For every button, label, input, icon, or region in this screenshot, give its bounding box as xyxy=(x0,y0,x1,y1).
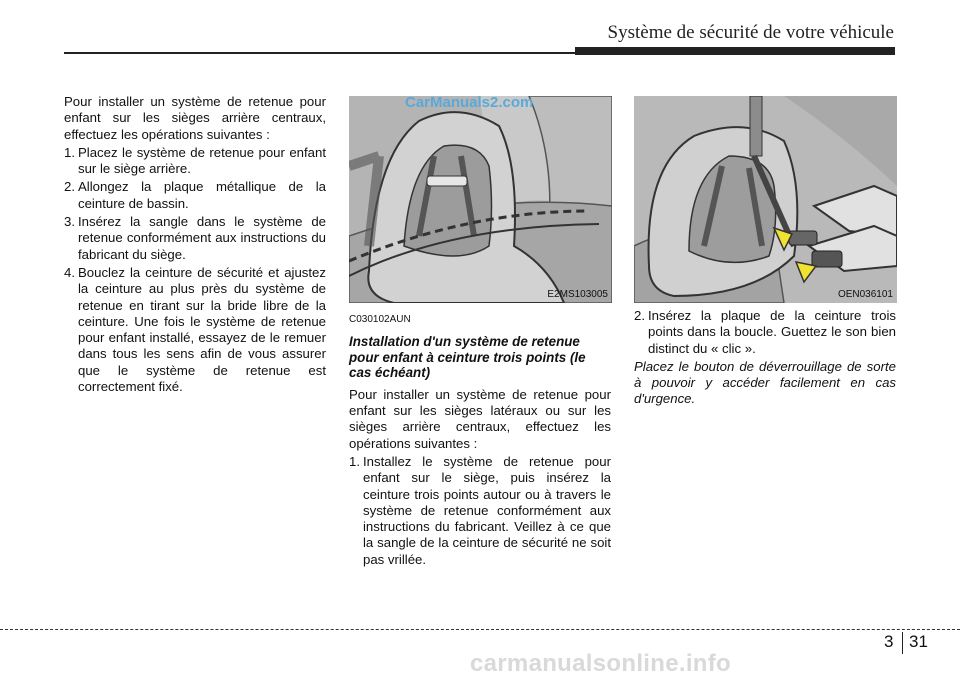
figure-code: E2MS103005 xyxy=(547,289,608,300)
figure-child-seat-center xyxy=(349,96,612,303)
step-number: 2. xyxy=(634,308,645,323)
section-code: C030102AUN xyxy=(349,314,411,325)
step-number: 1. xyxy=(64,144,75,160)
list-item xyxy=(349,454,611,568)
step-text: Placez le système de retenue pour enfant sur le siège arrière. xyxy=(78,144,326,177)
list-item xyxy=(64,145,326,178)
intro-paragraph: Pour installer un système de retenue pour enfant sur les sièges arrière centraux, effectuez les opérations suivantes : xyxy=(64,94,326,142)
step-text: Insérez la sangle dans le système de retenue conformément aux instructions du fabricant du siège. xyxy=(78,214,326,262)
section-heading: Installation d'un système de retenue pour enfant à ceinture trois points (le cas échéant) xyxy=(349,334,586,381)
list-item xyxy=(64,179,326,212)
figure-buckle-insertion xyxy=(634,96,897,303)
step-number: 1. xyxy=(349,453,360,469)
step-number: 2. xyxy=(64,179,75,195)
step-text: Insérez la plaque de la ceinture trois points dans la boucle. Guettez le son bien distinct du « clic ». xyxy=(648,308,896,356)
steps-list xyxy=(634,308,896,357)
step-text: Installez le système de retenue pour enfant sur le siège, puis insérez la ceinture trois points autour ou à travers le système de retenue conformément aux instructions du fabricant. Veillez à ce que la sangle de la ceinture de sécurité ne soit pas vrillée. xyxy=(363,453,611,567)
page-header-title: Système de sécurité de votre véhicule xyxy=(607,22,894,43)
intro-paragraph: Pour installer un système de retenue pour enfant sur les sièges latéraux ou sur les sièges arrière centraux, effectuez les opérations suivantes : xyxy=(349,386,611,451)
column-3 xyxy=(634,308,896,410)
list-item xyxy=(64,214,326,263)
page-number: 31 xyxy=(909,632,928,651)
step-text: Bouclez la ceinture de sécurité et ajustez la ceinture au plus près du système de retenue en tirant sur la bride libre de la ceinture. Une fois le système de retenue pour enfant installé, essayez de le remuer dans tous les sens afin de vous assurer que le système de retenue est correctement fixé. xyxy=(78,264,326,395)
list-item xyxy=(64,265,326,395)
steps-list xyxy=(64,145,326,395)
column-2 xyxy=(349,312,611,570)
list-item xyxy=(634,308,896,357)
steps-list xyxy=(349,454,611,568)
header-rule-thick xyxy=(575,47,895,55)
section-number: 3 xyxy=(884,632,894,651)
figure-code: OEN036101 xyxy=(837,289,893,300)
watermark-carmanuals: CarManuals2.com xyxy=(405,96,534,111)
page-separator xyxy=(902,632,903,654)
buckle-illustration xyxy=(634,96,897,303)
step-number: 4. xyxy=(64,264,75,280)
watermark-site: carmanualsonline.info xyxy=(470,650,732,677)
step-number: 3. xyxy=(64,214,75,230)
step-text: Allongez la plaque métallique de la ceinture de bassin. xyxy=(78,179,326,211)
note-paragraph: Placez le bouton de déverrouillage de sorte à pouvoir y accéder facilement en cas d'urgence. xyxy=(634,358,896,407)
child-seat-illustration xyxy=(349,96,612,303)
footer-rule xyxy=(0,629,960,630)
column-1 xyxy=(64,94,326,397)
